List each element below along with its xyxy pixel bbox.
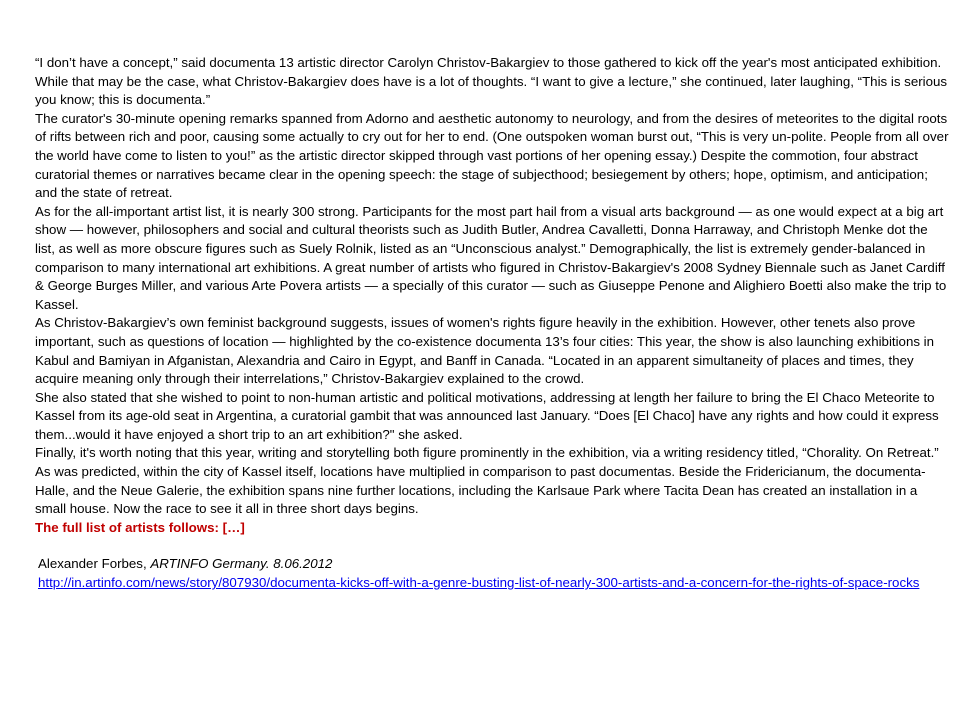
paragraph-non-human-motivations: She also stated that she wished to point to non-human artistic and political motivations, addressing at length her failure to bring the El Chaco Meteorite to Kassel from its age-old seat in Argentina, a curatorial gambit that was announced last January. “Does [El Chaco] have any rights and how could it express them...would it have enjoyed a short trip to an art exhibition?" she asked.: [35, 389, 939, 442]
artist-list-heading: The full list of artists follows: […]: [35, 519, 245, 535]
paragraph-opening-quote: “I don’t have a concept,” said documenta 13 artistic director Carolyn Christov-Bakargiev to those gathered to kick off the year's most anticipated exhibition. While that may be the case, what Christov-Bakargiev does have is a lot of thoughts. “I want to give a lecture,” she continued, later laughing, “This is serious you know; this is documenta.”: [35, 55, 948, 108]
paragraph-opening-remarks: The curator's 30-minute opening remarks spanned from Adorno and aesthetic autonomy to neurology, and from the desires of meteorites to the digital roots of rifts between rich and poor, causing some actually to cry out for her to end. (One outspoken woman burst out, “This is very un-polite. People from all over the world have come to listen to you!” as the artistic director skipped through vast portions of her opening essay.) Despite the commotion, four abstract curatorial themes or narratives became clear in the opening speech: the stage of subjecthood; besiegement by others; hope, optimism, and anticipation; and the state of retreat.: [35, 110, 949, 201]
source-link[interactable]: http://in.artinfo.com/news/story/807930/documenta-kicks-off-with-a-genre-busting-list-of-nearly-300-artists-and-a-concern-for-the-rights-of-space-rocks: [38, 575, 920, 591]
paragraph-locations: As was predicted, within the city of Kassel itself, locations have multiplied in comparison to past documentas. Beside the Fridericianum, the documenta-Halle, and the Neue Galerie, the exhibition spans nine further locations, including the Karlsaue Park where Tacita Dean has created an installation in a small house. Now the race to see it all in three short days begins.: [35, 464, 926, 517]
paragraph-writing-residency: Finally, it's worth noting that this year, writing and storytelling both figure prominently in the exhibition, via a writing residency titled, “Chorality. On Retreat.”: [35, 445, 939, 461]
article-body: [35, 54, 949, 593]
source-link-line: [35, 574, 949, 593]
spacer: [35, 537, 949, 555]
paragraph-feminist-background: As Christov-Bakargiev’s own feminist background suggests, issues of women's rights figure heavily in the exhibition. However, other tenets also prove important, such as questions of location — highlighted by the co-existence documenta 13’s four cities: This year, the show is also launching exhibitions in Kabul and Bamiyan in Afganistan, Alexandria and Cairo in Egypt, and Banff in Canada. “Located in an apparent simultaneity of places and times, they acquire meaning only through their interrelations,” Christov-Bakargiev explained to the crowd.: [35, 315, 935, 387]
credit-source: ARTINFO Germany. 8.06.2012: [150, 556, 333, 572]
source-credit: [35, 555, 949, 574]
credit-author: Alexander Forbes,: [38, 556, 151, 572]
paragraph-artist-list: As for the all-important artist list, it is nearly 300 strong. Participants for the most part hail from a visual arts background — as one would expect at a big art show — however, philosophers and social and cultural theorists such as Judith Butler, Andrea Cavalletti, Donna Harraway, and Christoph Menke dot the list, as well as more obscure figures such as Suely Rolnik, listed as an “Unconscious analyst.” Demographically, the list is extremely gender-balanced in comparison to many international art exhibitions. A great number of artists who figured in Christov-Bakargiev's 2008 Sydney Biennale such as Janet Cardiff & George Burges Miller, and various Arte Povera artists — a specially of this curator — such as Giuseppe Penone and Alighiero Boetti also make the trip to Kassel.: [35, 203, 947, 312]
